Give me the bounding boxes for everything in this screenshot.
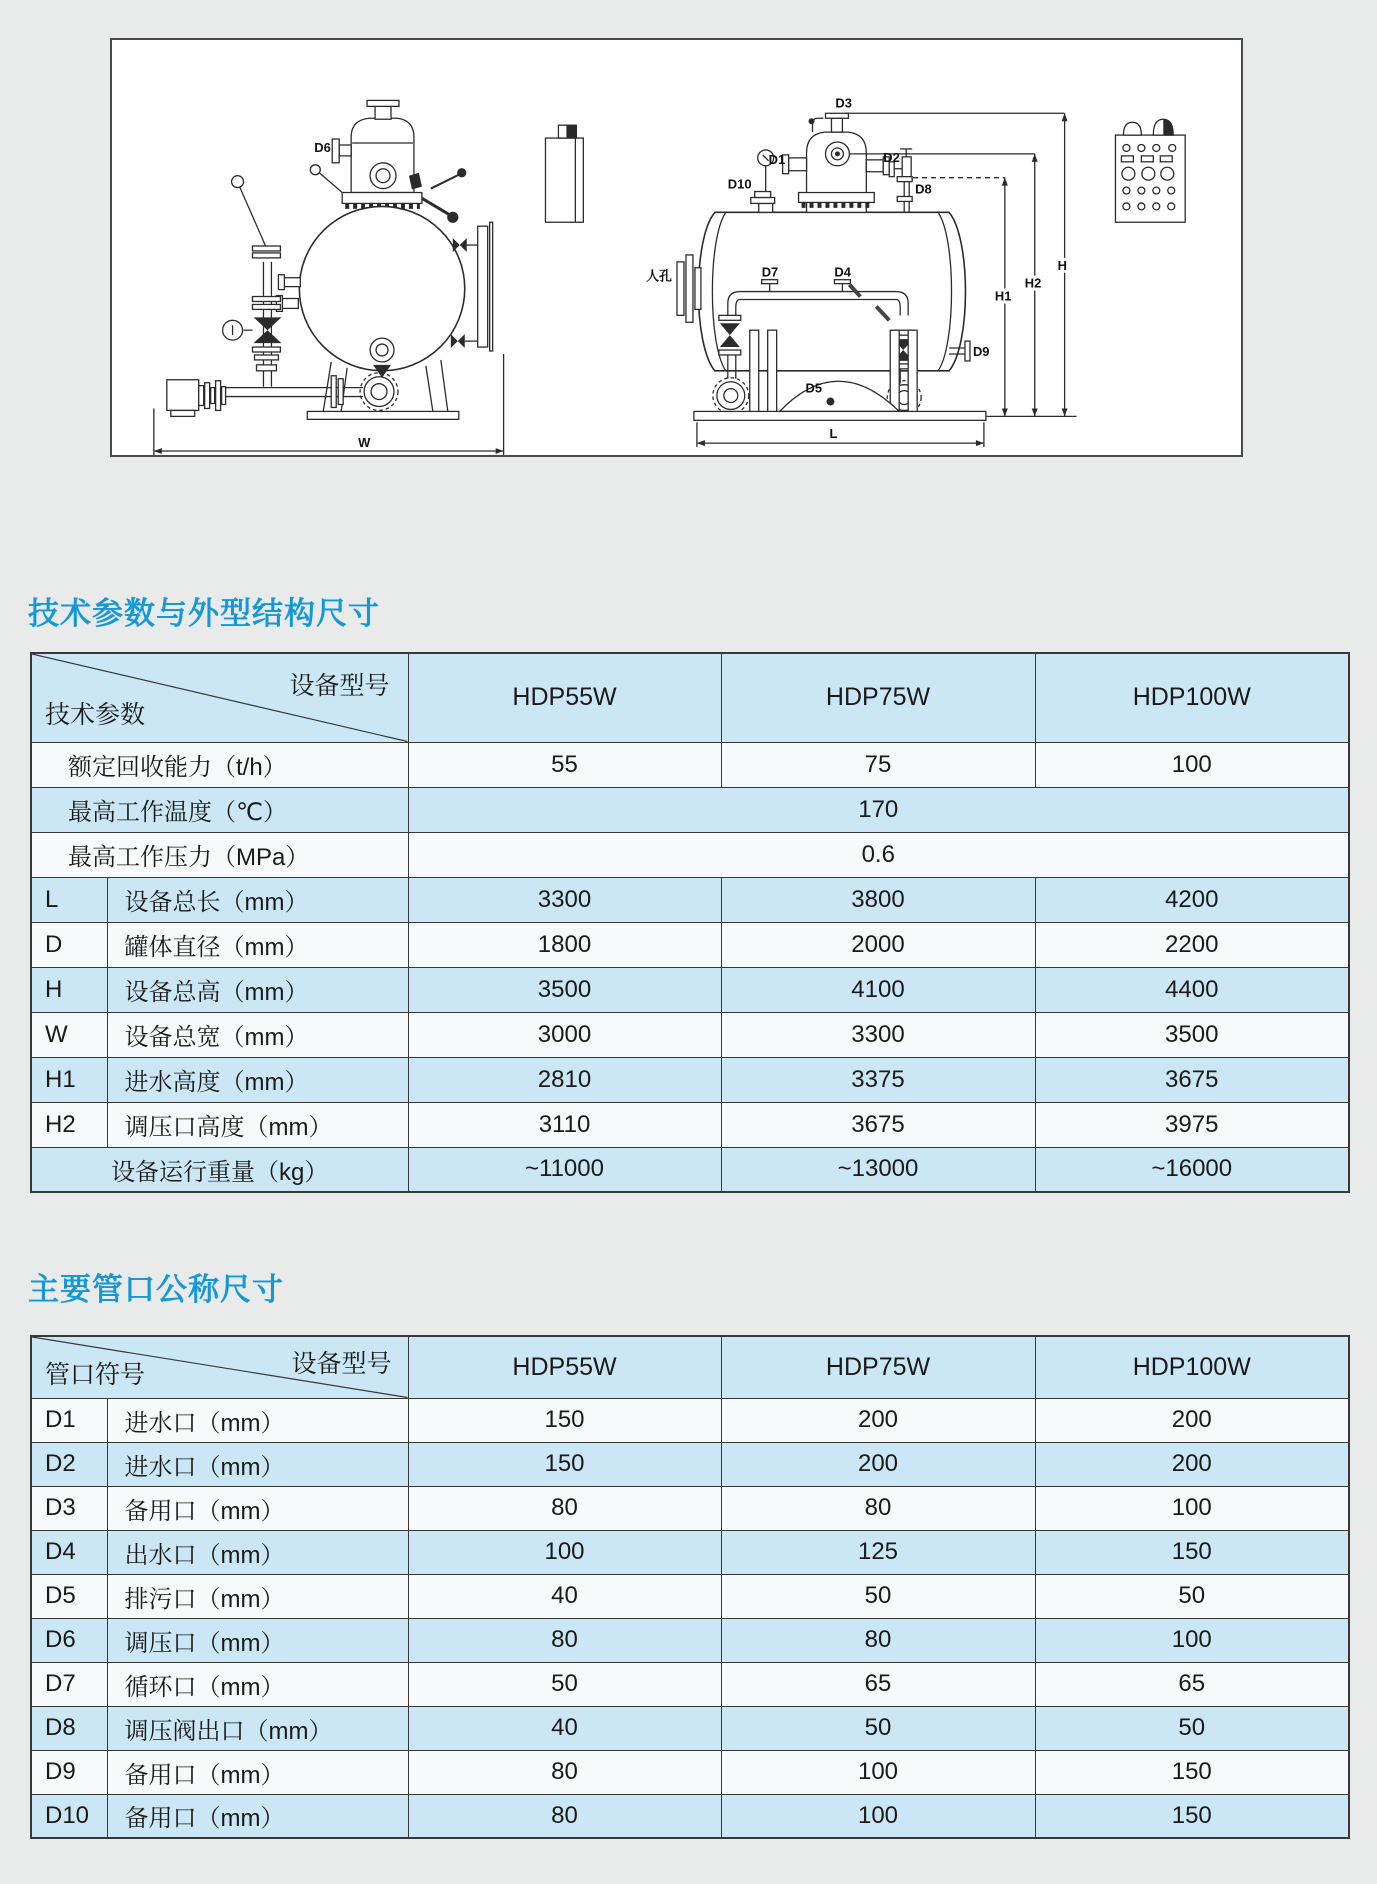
value-cell: 125 (721, 1530, 1035, 1574)
value-cell: 170 (408, 787, 1349, 832)
table-row (31, 1486, 1349, 1530)
table-row (31, 1057, 1349, 1102)
row-symbol-cell: D7 (31, 1662, 107, 1706)
row-symbol-cell: W (31, 1012, 107, 1057)
row-symbol-cell: D5 (31, 1574, 107, 1618)
value-cell: 2000 (721, 922, 1035, 967)
row-label-cell: 进水口（mm） (107, 1442, 408, 1486)
row-label-cell: 设备总宽（mm） (107, 1012, 408, 1057)
row-symbol-cell: H2 (31, 1102, 107, 1147)
diagram-label: D8 (915, 181, 932, 197)
table-row (31, 967, 1349, 1012)
table-row (31, 1530, 1349, 1574)
table-row (31, 1147, 1349, 1192)
value-cell: 3800 (721, 877, 1035, 922)
row-label-cell: 出水口（mm） (107, 1530, 408, 1574)
technical-drawing-panel (110, 38, 1243, 457)
value-cell: 80 (721, 1486, 1035, 1530)
value-cell: 0.6 (408, 832, 1349, 877)
row-symbol-cell: D6 (31, 1618, 107, 1662)
value-cell: ~11000 (408, 1147, 721, 1192)
value-cell: 200 (721, 1398, 1035, 1442)
row-label-cell: 最高工作温度（℃） (31, 787, 408, 832)
value-cell: 100 (408, 1530, 721, 1574)
value-cell: 150 (1035, 1530, 1349, 1574)
corner-label-model: 设备型号 (289, 672, 390, 700)
row-label-cell: 设备运行重量（kg） (31, 1147, 408, 1192)
table-corner-cell (31, 653, 408, 742)
column-header-model: HDP75W (721, 1336, 1035, 1398)
diagram-label: L (829, 426, 838, 442)
row-symbol-cell: D3 (31, 1486, 107, 1530)
table-row (31, 1102, 1349, 1147)
pipe-port-sizes-table (30, 1335, 1350, 1839)
corner-label-port-symbol: 管口符号 (45, 1360, 146, 1389)
value-cell: 4100 (721, 967, 1035, 1012)
diagram-label: D3 (835, 95, 852, 111)
table-corner-cell (31, 1336, 408, 1398)
row-symbol-cell: H (31, 967, 107, 1012)
column-header-model: HDP55W (408, 653, 721, 742)
row-label-cell: 调压阀出口（mm） (107, 1706, 408, 1750)
value-cell: 200 (721, 1442, 1035, 1486)
equipment-line-drawing (112, 40, 1241, 455)
value-cell: 100 (1035, 742, 1349, 787)
value-cell: 4400 (1035, 967, 1349, 1012)
table-row (31, 1794, 1349, 1838)
value-cell: 150 (1035, 1794, 1349, 1838)
diagram-label: H1 (994, 288, 1012, 304)
value-cell: 200 (1035, 1442, 1349, 1486)
column-header-model: HDP55W (408, 1336, 721, 1398)
value-cell: 80 (408, 1486, 721, 1530)
row-symbol-cell: H1 (31, 1057, 107, 1102)
value-cell: 100 (721, 1794, 1035, 1838)
row-label-cell: 最高工作压力（MPa） (31, 832, 408, 877)
value-cell: 3975 (1035, 1102, 1349, 1147)
diagram-label: D6 (314, 139, 331, 155)
table-header-row (31, 653, 1349, 742)
value-cell: 150 (408, 1398, 721, 1442)
value-cell: 4200 (1035, 877, 1349, 922)
table-row (31, 832, 1349, 877)
row-label-cell: 进水口（mm） (107, 1398, 408, 1442)
value-cell: 200 (1035, 1398, 1349, 1442)
value-cell: ~16000 (1035, 1147, 1349, 1192)
diagram-label: D1 (768, 151, 786, 167)
value-cell: 80 (408, 1750, 721, 1794)
diagram-label: D2 (883, 149, 900, 165)
row-label-cell: 调压口高度（mm） (107, 1102, 408, 1147)
corner-label-parameter: 技术参数 (45, 700, 146, 729)
value-cell: ~13000 (721, 1147, 1035, 1192)
row-label-cell: 设备总高（mm） (107, 967, 408, 1012)
row-symbol-cell: D1 (31, 1398, 107, 1442)
table-row (31, 1442, 1349, 1486)
diagram-label: D10 (727, 176, 752, 192)
row-symbol-cell: D4 (31, 1530, 107, 1574)
table-row (31, 787, 1349, 832)
control-panel-drawing (1115, 119, 1185, 222)
value-cell: 150 (1035, 1750, 1349, 1794)
value-cell: 80 (408, 1794, 721, 1838)
row-symbol-cell: D10 (31, 1794, 107, 1838)
value-cell: 3000 (408, 1012, 721, 1057)
side-view-drawing (677, 113, 986, 420)
row-symbol-cell: L (31, 877, 107, 922)
row-symbol-cell: D9 (31, 1750, 107, 1794)
table-row (31, 877, 1349, 922)
diagram-label: 人孔 (646, 268, 673, 284)
diagram-label: D4 (834, 264, 851, 280)
table-row (31, 1662, 1349, 1706)
table-row (31, 922, 1349, 967)
diagram-label: H (1057, 257, 1068, 273)
diagram-label: D7 (761, 264, 779, 280)
row-label-cell: 进水高度（mm） (107, 1057, 408, 1102)
row-label-cell: 调压口（mm） (107, 1618, 408, 1662)
value-cell: 100 (1035, 1486, 1349, 1530)
table-row (31, 1012, 1349, 1057)
technical-parameters-table (30, 652, 1350, 1193)
row-label-cell: 设备总长（mm） (107, 877, 408, 922)
diagram-label: H2 (1024, 275, 1042, 291)
row-label-cell: 排污口（mm） (107, 1574, 408, 1618)
value-cell: 3110 (408, 1102, 721, 1147)
value-cell: 1800 (408, 922, 721, 967)
row-label-cell: 备用口（mm） (107, 1750, 408, 1794)
table-header-row (31, 1336, 1349, 1398)
value-cell: 65 (1035, 1662, 1349, 1706)
row-label-cell: 备用口（mm） (107, 1794, 408, 1838)
value-cell: 50 (1035, 1706, 1349, 1750)
table-row (31, 1618, 1349, 1662)
row-label-cell: 备用口（mm） (107, 1486, 408, 1530)
section-title-pipe-ports: 主要管口公称尺寸 (28, 1272, 284, 1307)
value-cell: 50 (721, 1706, 1035, 1750)
column-header-model: HDP100W (1035, 1336, 1349, 1398)
section-title-technical-parameters: 技术参数与外型结构尺寸 (28, 596, 380, 631)
diagram-label: D5 (805, 380, 823, 396)
row-label-cell: 罐体直径（mm） (107, 922, 408, 967)
value-cell: 65 (721, 1662, 1035, 1706)
row-symbol-cell: D8 (31, 1706, 107, 1750)
value-cell: 3300 (721, 1012, 1035, 1057)
value-cell: 3375 (721, 1057, 1035, 1102)
table-row (31, 1706, 1349, 1750)
table-row (31, 1750, 1349, 1794)
value-cell: 100 (1035, 1618, 1349, 1662)
value-cell: 3500 (408, 967, 721, 1012)
value-cell: 2200 (1035, 922, 1349, 967)
diagram-label: D9 (972, 343, 990, 359)
side-cabinet-drawing (545, 125, 583, 222)
row-label-cell: 循环口（mm） (107, 1662, 408, 1706)
value-cell: 50 (721, 1574, 1035, 1618)
value-cell: 40 (408, 1574, 721, 1618)
value-cell: 3675 (721, 1102, 1035, 1147)
diagram-label: W (358, 435, 371, 451)
row-label-cell: 额定回收能力（t/h） (31, 742, 408, 787)
value-cell: 3675 (1035, 1057, 1349, 1102)
row-symbol-cell: D (31, 922, 107, 967)
table-row (31, 742, 1349, 787)
column-header-model: HDP75W (721, 653, 1035, 742)
value-cell: 150 (408, 1442, 721, 1486)
value-cell: 80 (408, 1618, 721, 1662)
value-cell: 40 (408, 1706, 721, 1750)
row-symbol-cell: D2 (31, 1442, 107, 1486)
value-cell: 80 (721, 1618, 1035, 1662)
table-row (31, 1574, 1349, 1618)
value-cell: 75 (721, 742, 1035, 787)
value-cell: 55 (408, 742, 721, 787)
value-cell: 50 (408, 1662, 721, 1706)
value-cell: 3300 (408, 877, 721, 922)
value-cell: 100 (721, 1750, 1035, 1794)
column-header-model: HDP100W (1035, 653, 1349, 742)
corner-label-model: 设备型号 (291, 1350, 392, 1378)
value-cell: 50 (1035, 1574, 1349, 1618)
value-cell: 3500 (1035, 1012, 1349, 1057)
table-row (31, 1398, 1349, 1442)
value-cell: 2810 (408, 1057, 721, 1102)
